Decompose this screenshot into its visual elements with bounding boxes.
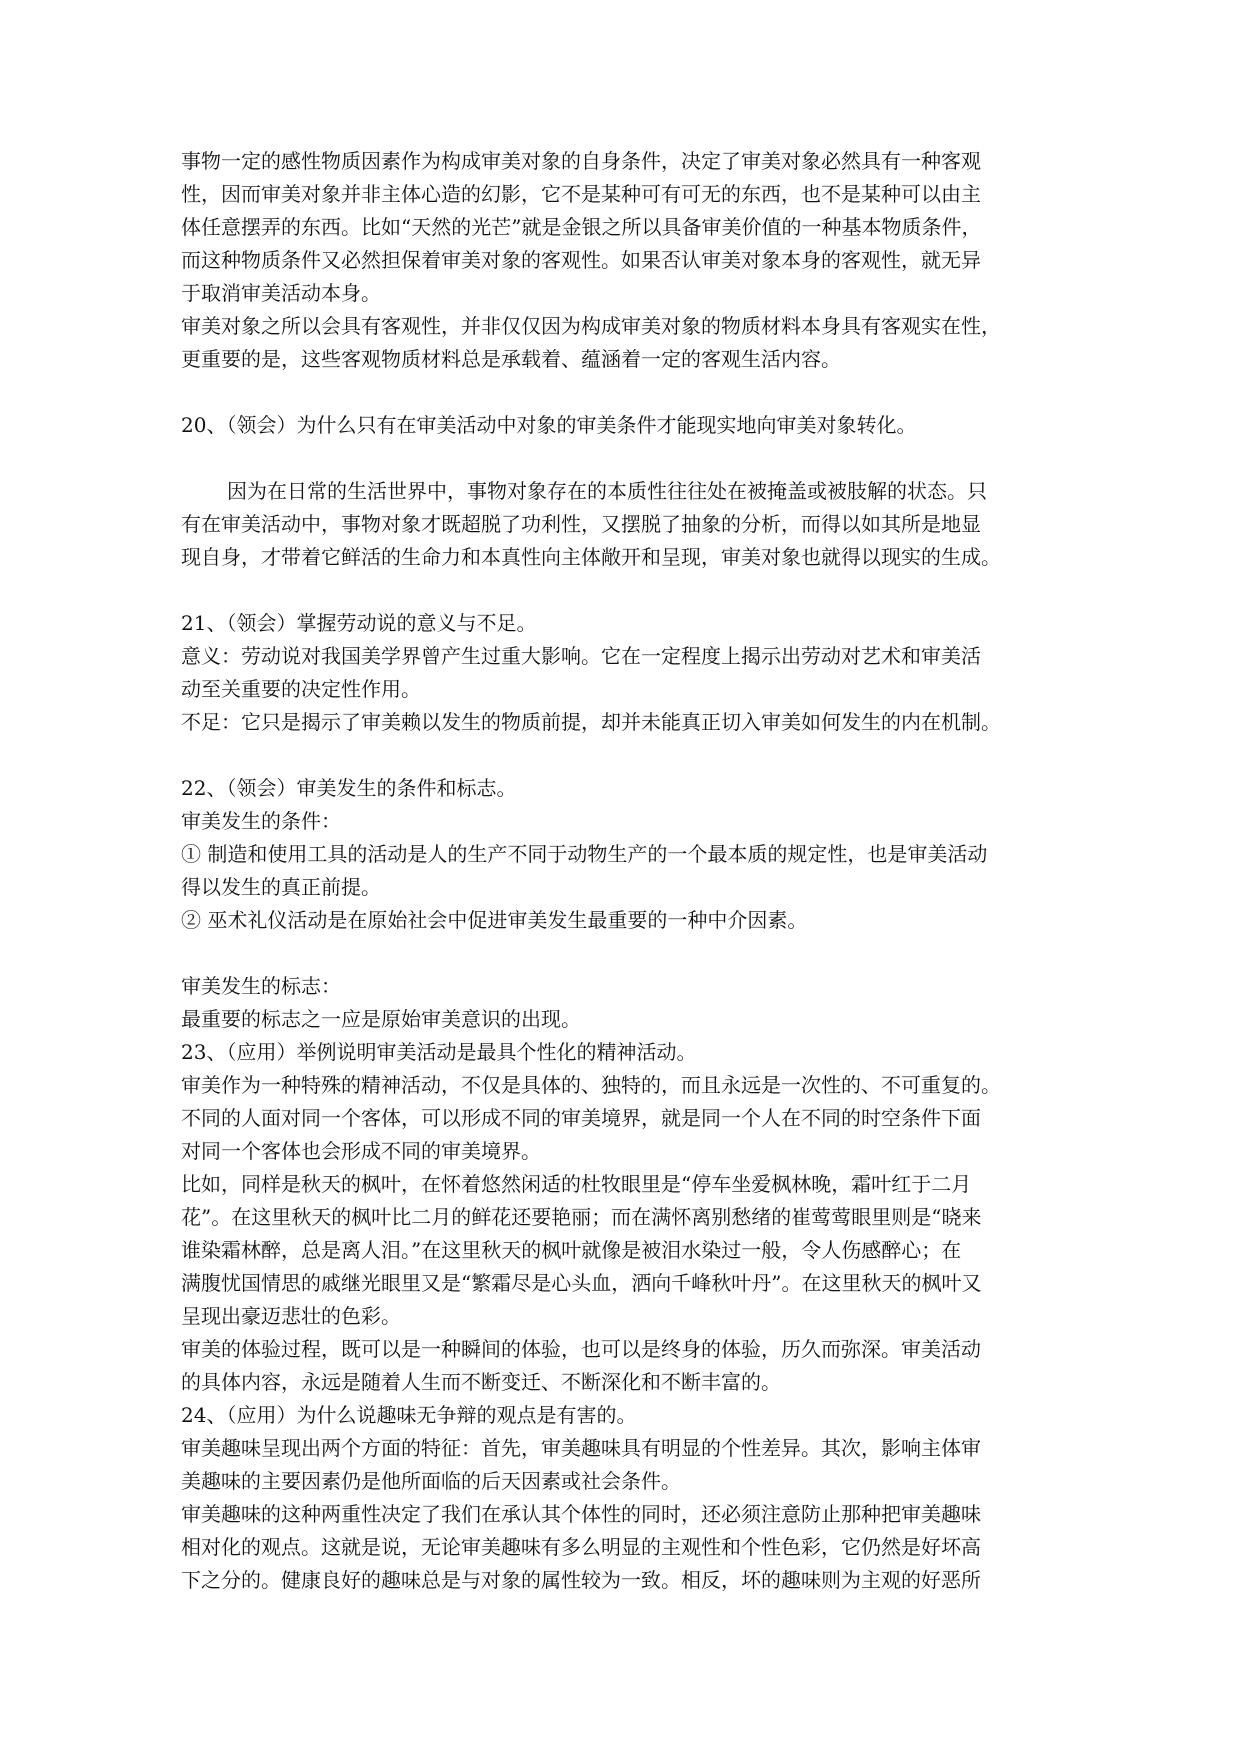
question-heading: 20、（领会）为什么只有在审美活动中对象的审美条件才能现实地向审美对象转化。 [181, 413, 917, 437]
text-line: 不同的人面对同一个客体，可以形成不同的审美境界，就是同一个人在不同的时空条件下面 [181, 1106, 981, 1130]
text-line: 的具体内容，永远是随着人生而不断变迁、不断深化和不断丰富的。 [181, 1370, 781, 1394]
text-line: 更重要的是，这些客观物质材料总是承载着、蕴涵着一定的客观生活内容。 [181, 347, 841, 371]
text-line: 现自身，才带着它鲜活的生命力和本真性向主体敞开和呈现，审美对象也就得以现实的生成。 [181, 545, 1001, 569]
text-line: 审美的体验过程，既可以是一种瞬间的体验，也可以是终身的体验，历久而弥深。审美活动 [181, 1337, 981, 1361]
text-line: 审美对象之所以会具有客观性，并非仅仅因为构成审美对象的物质材料本身具有客观实在性， [181, 314, 1001, 338]
text-line: 不足：它只是揭示了审美赖以发生的物质前提，却并未能真正切入审美如何发生的内在机制。 [181, 710, 1001, 734]
question-heading: 21、（领会）掌握劳动说的意义与不足。 [181, 611, 537, 635]
text-line: 事物一定的感性物质因素作为构成审美对象的自身条件，决定了审美对象必然具有一种客观 [181, 149, 981, 173]
text-line: 美趣味的主要因素仍是他所面临的后天因素或社会条件。 [181, 1469, 681, 1493]
text-line: 得以发生的真正前提。 [181, 875, 381, 899]
text-line: 体任意摆弄的东西。比如“天然的光芒”就是金银之所以具备审美价值的一种基本物质条件， [181, 215, 982, 239]
paragraph-gap [181, 574, 1061, 607]
text-line: 动至关重要的决定性作用。 [181, 677, 421, 701]
text-line: 而这种物质条件又必然担保着审美对象的客观性。如果否认审美对象本身的客观性，就无异 [181, 248, 981, 272]
text-line: 性，因而审美对象并非主体心造的幻影，它不是某种可有可无的东西，也不是某种可以由主 [181, 182, 981, 206]
text-line: 审美发生的标志： [181, 974, 341, 998]
text-line: 比如，同样是秋天的枫叶，在怀着悠然闲适的杜牧眼里是“停车坐爱枫林晚，霜叶红于二月 [181, 1172, 972, 1196]
text-line: 满腹忧国情思的戚继光眼里又是“繁霜尽是心头血，洒向千峰秋叶丹”。在这里秋天的枫叶又 [181, 1271, 982, 1295]
text-line: 下之分的。健康良好的趣味总是与对象的属性较为一致。相反，坏的趣味则为主观的好恶所 [181, 1568, 981, 1592]
text-line: 花”。在这里秋天的枫叶比二月的鲜花还要艳丽；而在满怀离别愁绪的崔莺莺眼里则是“晓来 [181, 1205, 982, 1229]
text-line: 相对化的观点。这就是说，无论审美趣味有多么明显的主观性和个性色彩，它仍然是好坏高 [181, 1535, 981, 1559]
list-item: ② 巫术礼仪活动是在原始社会中促进审美发生最重要的一种中介因素。 [181, 908, 808, 932]
text-line: 对同一个客体也会形成不同的审美境界。 [181, 1139, 541, 1163]
text-line: 有在审美活动中，事物对象才既超脱了功利性，又摆脱了抽象的分析，而得以如其所是地显 [181, 512, 981, 536]
text-line: 谁染霜林醉，总是离人泪。”在这里秋天的枫叶就像是被泪水染过一般，令人伤感醉心；在 [181, 1238, 962, 1262]
text-line: 最重要的标志之一应是原始审美意识的出现。 [181, 1007, 581, 1031]
paragraph-gap [181, 376, 1061, 409]
text-line: 审美趣味呈现出两个方面的特征：首先，审美趣味具有明显的个性差异。其次，影响主体审 [181, 1436, 981, 1460]
paragraph-gap [181, 442, 1061, 475]
text-line: 于取消审美活动本身。 [181, 281, 381, 305]
question-heading: 22、（领会）审美发生的条件和标志。 [181, 776, 517, 800]
text-line: 审美发生的条件： [181, 809, 341, 833]
question-heading: 23、（应用）举例说明审美活动是最具个性化的精神活动。 [181, 1040, 697, 1064]
list-item: ① 制造和使用工具的活动是人的生产不同于动物生产的一个最本质的规定性，也是审美活动 [181, 842, 988, 866]
paragraph-gap [181, 937, 1061, 970]
question-heading: 24、（应用）为什么说趣味无争辩的观点是有害的。 [181, 1403, 637, 1427]
document-page [181, 145, 1061, 1597]
text-line: 因为在日常的生活世界中，事物对象存在的本质性往往处在被掩盖或被肢解的状态。只 [227, 479, 987, 503]
text-line: 审美趣味的这种两重性决定了我们在承认其个体性的同时，还必须注意防止那种把审美趣味 [181, 1502, 981, 1526]
text-line: 呈现出豪迈悲壮的色彩。 [181, 1304, 401, 1328]
paragraph-gap [181, 739, 1061, 772]
text-line: 意义：劳动说对我国美学界曾产生过重大影响。它在一定程度上揭示出劳动对艺术和审美活 [181, 644, 981, 668]
text-line: 审美作为一种特殊的精神活动，不仅是具体的、独特的，而且永远是一次性的、不可重复的。 [181, 1073, 1001, 1097]
